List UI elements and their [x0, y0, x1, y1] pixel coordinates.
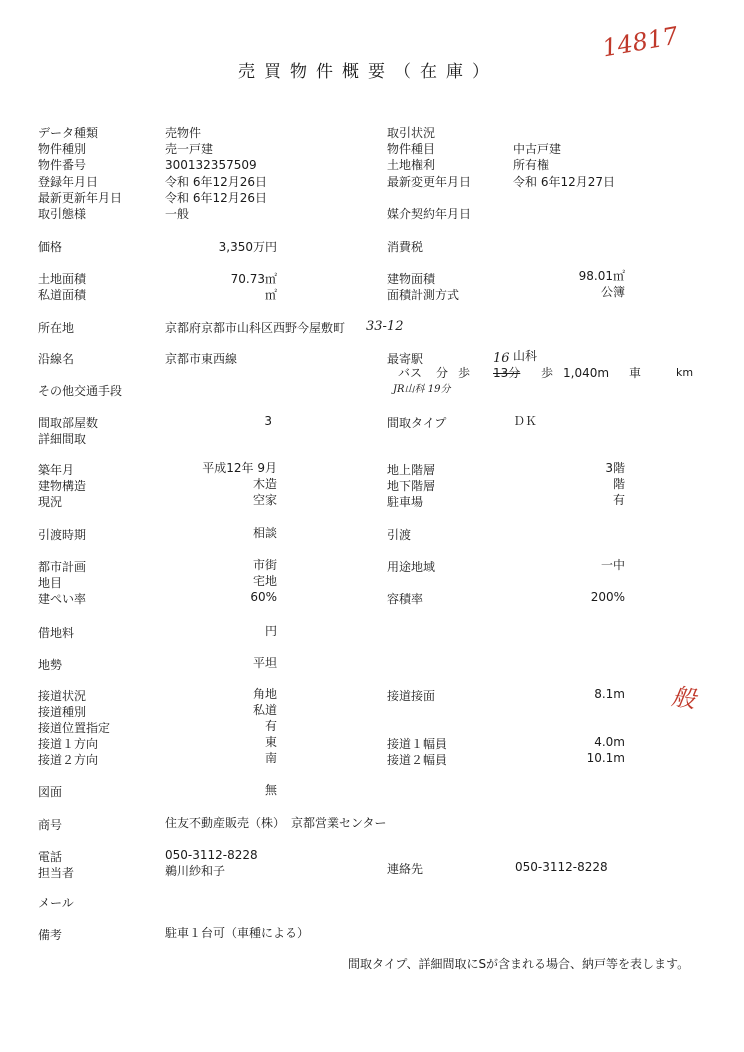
- area-measurement-value: 公簿: [600, 285, 625, 299]
- coverage-ratio-label: 建ぺい率: [38, 592, 87, 606]
- layout-type-value: ＤＫ: [513, 414, 538, 428]
- property-number-label: 物件番号: [38, 158, 87, 172]
- last-change-date-label: 最新変更年月日: [387, 175, 472, 189]
- area-measurement-label: 面積計測方式: [387, 288, 460, 302]
- floors-below-value: 階: [612, 477, 625, 491]
- structure-label: 建物構造: [38, 479, 87, 493]
- transaction-status-label: 取引状況: [387, 126, 436, 140]
- built-value: 平成12年 9月: [202, 461, 277, 475]
- data-type-label: データ種類: [38, 126, 99, 140]
- layout-detail-label: 詳細間取: [38, 432, 87, 446]
- location-value: 京都府京都市山科区西野今屋敷町: [165, 321, 346, 335]
- private-road-area-label: 私道面積: [38, 288, 87, 302]
- handwritten-address-suffix: 33-12: [366, 319, 404, 334]
- road-type-value: 私道: [252, 703, 277, 717]
- built-label: 築年月: [38, 463, 75, 477]
- room-count-value: 3: [264, 414, 272, 428]
- floor-area-ratio-label: 容積率: [387, 592, 424, 606]
- road2-direction-value: 南: [264, 751, 277, 765]
- contact-person-label: 担当者: [38, 866, 75, 880]
- phone-value: 050-3112-8228: [165, 848, 258, 862]
- road-designation-value: 有: [264, 719, 277, 733]
- price-value: 3,350万円: [218, 240, 277, 254]
- building-area-label: 建物面積: [387, 272, 436, 286]
- land-category-value: 宅地: [252, 574, 277, 588]
- coverage-ratio-value: 60%: [250, 590, 277, 604]
- footnote: 間取タイプ、詳細間取にSが含まれる場合、納戸等を表します。: [348, 957, 690, 971]
- city-planning-label: 都市計画: [38, 560, 87, 574]
- road1-width-value: 4.0m: [594, 735, 625, 749]
- line-name-label: 沿線名: [38, 352, 75, 366]
- floors-below-label: 地下階層: [387, 479, 436, 493]
- delivery-timing-value: 相談: [252, 526, 277, 540]
- bus-minutes-unit: 分: [436, 366, 449, 380]
- property-number-value: 300132357509: [165, 158, 257, 172]
- last-update-date-value: 令和 6年12月26日: [165, 191, 267, 205]
- parking-value: 有: [612, 493, 625, 507]
- walk-distance-value: 1,040m: [563, 366, 610, 380]
- contact-label: 連絡先: [387, 862, 424, 876]
- zoning-value: 一中: [600, 558, 625, 572]
- floors-above-value: 3階: [605, 461, 625, 475]
- property-type-value: 中古戸建: [513, 142, 562, 156]
- room-count-label: 間取部屋数: [38, 416, 99, 430]
- walk-distance-label: 歩: [541, 366, 554, 380]
- km-label: km: [676, 366, 694, 379]
- registration-date-value: 令和 6年12月26日: [165, 175, 267, 189]
- city-planning-value: 市街: [252, 558, 277, 572]
- parking-label: 駐車場: [387, 495, 424, 509]
- data-type-value: 売物件: [165, 126, 202, 140]
- floor-plan-label: 図面: [38, 785, 63, 799]
- land-rights-label: 土地権利: [387, 158, 436, 172]
- transaction-mode-label: 取引態様: [38, 207, 87, 221]
- handwritten-mark: 般: [669, 682, 698, 714]
- floor-plan-value: 無: [264, 783, 277, 797]
- car-label: 車: [629, 366, 642, 380]
- other-transport-label: その他交通手段: [38, 384, 123, 398]
- road-frontage-label: 接道接面: [387, 689, 436, 703]
- current-status-value: 空家: [252, 493, 277, 507]
- floors-above-label: 地上階層: [387, 463, 436, 477]
- handwritten-other-transport: JR山科 19分: [393, 384, 451, 395]
- road-frontage-value: 8.1m: [594, 687, 625, 701]
- nearest-station-label: 最寄駅: [387, 352, 424, 366]
- remarks-value: 駐車１台可（車種による）: [165, 926, 310, 940]
- transaction-mode-value: 一般: [165, 207, 190, 221]
- handwritten-walk-minutes: 16: [493, 351, 510, 366]
- road1-direction-label: 接道１方向: [38, 737, 99, 751]
- road2-direction-label: 接道２方向: [38, 753, 99, 767]
- phone-label: 電話: [38, 850, 63, 864]
- road1-direction-value: 東: [264, 735, 277, 749]
- delivery-timing-label: 引渡時期: [38, 528, 87, 542]
- private-road-area-value: ㎡: [264, 288, 277, 302]
- floor-area-ratio-value: 200%: [590, 590, 625, 604]
- land-rights-value: 所有権: [513, 158, 550, 172]
- road-condition-value: 角地: [252, 687, 277, 701]
- road1-width-label: 接道１幅員: [387, 737, 448, 751]
- current-status-label: 現況: [38, 495, 63, 509]
- land-area-value: 70.73㎡: [230, 272, 277, 286]
- nearest-station-value: 山科: [513, 349, 538, 363]
- property-category-label: 物件種別: [38, 142, 87, 156]
- registration-date-label: 登録年月日: [38, 175, 99, 189]
- delivery-label: 引渡: [387, 528, 412, 542]
- property-category-value: 売一戸建: [165, 142, 214, 156]
- terrain-label: 地勢: [38, 658, 63, 672]
- location-label: 所在地: [38, 321, 75, 335]
- price-label: 価格: [38, 240, 63, 254]
- contact-value: 050-3112-8228: [515, 860, 608, 874]
- road-type-label: 接道種別: [38, 705, 87, 719]
- page-title: 売買物件概要（在庫）: [238, 62, 498, 82]
- road2-width-value: 10.1m: [586, 751, 625, 765]
- walk-minutes-printed: 13分: [493, 366, 521, 380]
- last-update-date-label: 最新更新年月日: [38, 191, 123, 205]
- walk-label: 歩: [458, 366, 471, 380]
- structure-value: 木造: [252, 477, 277, 491]
- land-category-label: 地目: [38, 576, 63, 590]
- company-value: 住友不動産販売（株） 京都営業センター: [165, 816, 387, 830]
- road-designation-label: 接道位置指定: [38, 721, 111, 735]
- zoning-label: 用途地域: [387, 560, 436, 574]
- land-area-label: 土地面積: [38, 272, 87, 286]
- road2-width-label: 接道２幅員: [387, 753, 448, 767]
- line-name-value: 京都市東西線: [165, 352, 238, 366]
- handwritten-ref-number: 14817: [600, 21, 681, 63]
- email-label: メール: [38, 896, 74, 910]
- brokerage-contract-date-label: 媒介契約年月日: [387, 207, 472, 221]
- building-area-value: 98.01㎡: [578, 269, 625, 283]
- consumption-tax-label: 消費税: [387, 240, 424, 254]
- last-change-date-value: 令和 6年12月27日: [513, 175, 615, 189]
- property-type-label: 物件種目: [387, 142, 436, 156]
- layout-type-label: 間取タイプ: [387, 416, 447, 430]
- road-condition-label: 接道状況: [38, 689, 87, 703]
- terrain-value: 平坦: [252, 656, 277, 670]
- remarks-label: 備考: [38, 928, 63, 942]
- contact-person-value: 鵜川紗和子: [165, 864, 226, 878]
- ground-rent-label: 借地料: [38, 626, 75, 640]
- company-label: 商号: [38, 818, 63, 832]
- ground-rent-value: 円: [264, 624, 277, 638]
- bus-label: バス: [398, 366, 423, 380]
